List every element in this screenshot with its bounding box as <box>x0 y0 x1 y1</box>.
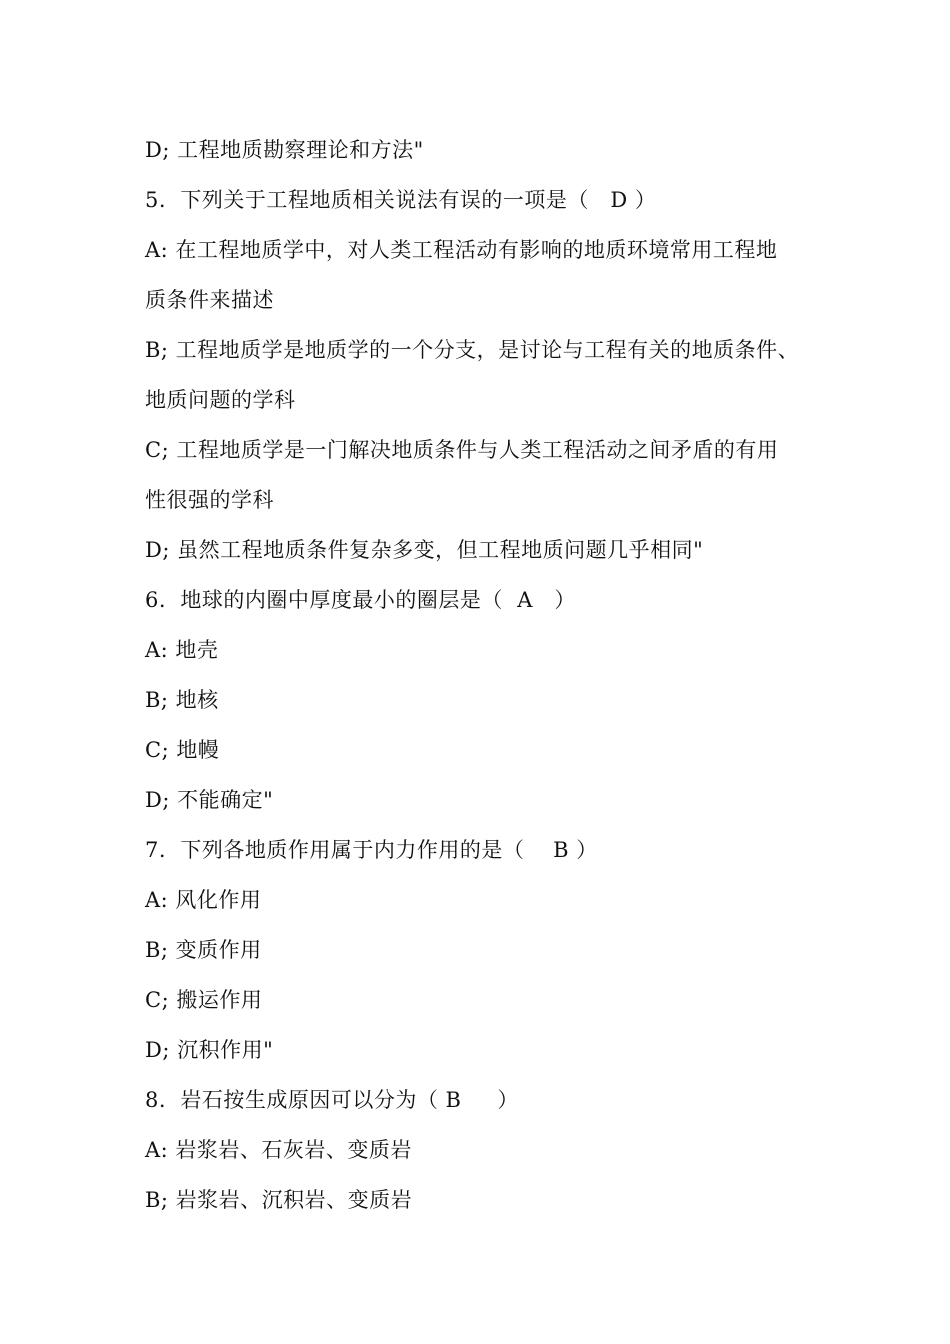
option-a: A: 地壳 <box>145 638 219 662</box>
option-a: A: 在工程地质学中，对人类工程活动有影响的地质环境常用工程地 <box>145 238 778 262</box>
question-5: 5. 下列关于工程地质相关说法有误的一项是（ D ） <box>145 188 657 212</box>
question-7: 7. 下列各地质作用属于内力作用的是（ B ） <box>145 838 598 862</box>
question-8: 8. 岩石按生成原因可以分为（ B ） <box>145 1088 519 1112</box>
option-d: D; 不能确定" <box>145 788 274 812</box>
text-line: 质条件来描述 <box>145 288 274 312</box>
option-d: D; 沉积作用" <box>145 1038 274 1062</box>
text-line: 性很强的学科 <box>145 488 274 512</box>
option-b: B; 变质作用 <box>145 938 262 962</box>
option-d: D; 虽然工程地质条件复杂多变，但工程地质问题几乎相同" <box>145 538 704 562</box>
option-c: C; 工程地质学是一门解决地质条件与人类工程活动之间矛盾的有用 <box>145 438 779 462</box>
option-a: A: 岩浆岩、石灰岩、变质岩 <box>145 1138 412 1162</box>
text-line: 地质问题的学科 <box>145 388 296 412</box>
option-a: A: 风化作用 <box>145 888 262 912</box>
question-6: 6. 地球的内圈中厚度最小的圈层是（ A ） <box>145 588 576 612</box>
option-b: B; 岩浆岩、沉积岩、变质岩 <box>145 1188 413 1212</box>
option-c: C; 地幔 <box>145 738 220 762</box>
option-b: B; 地核 <box>145 688 219 712</box>
text-line: D; 工程地质勘察理论和方法" <box>145 138 424 162</box>
option-c: C; 搬运作用 <box>145 988 263 1012</box>
option-b: B; 工程地质学是地质学的一个分支，是讨论与工程有关的地质条件、 <box>145 338 800 362</box>
